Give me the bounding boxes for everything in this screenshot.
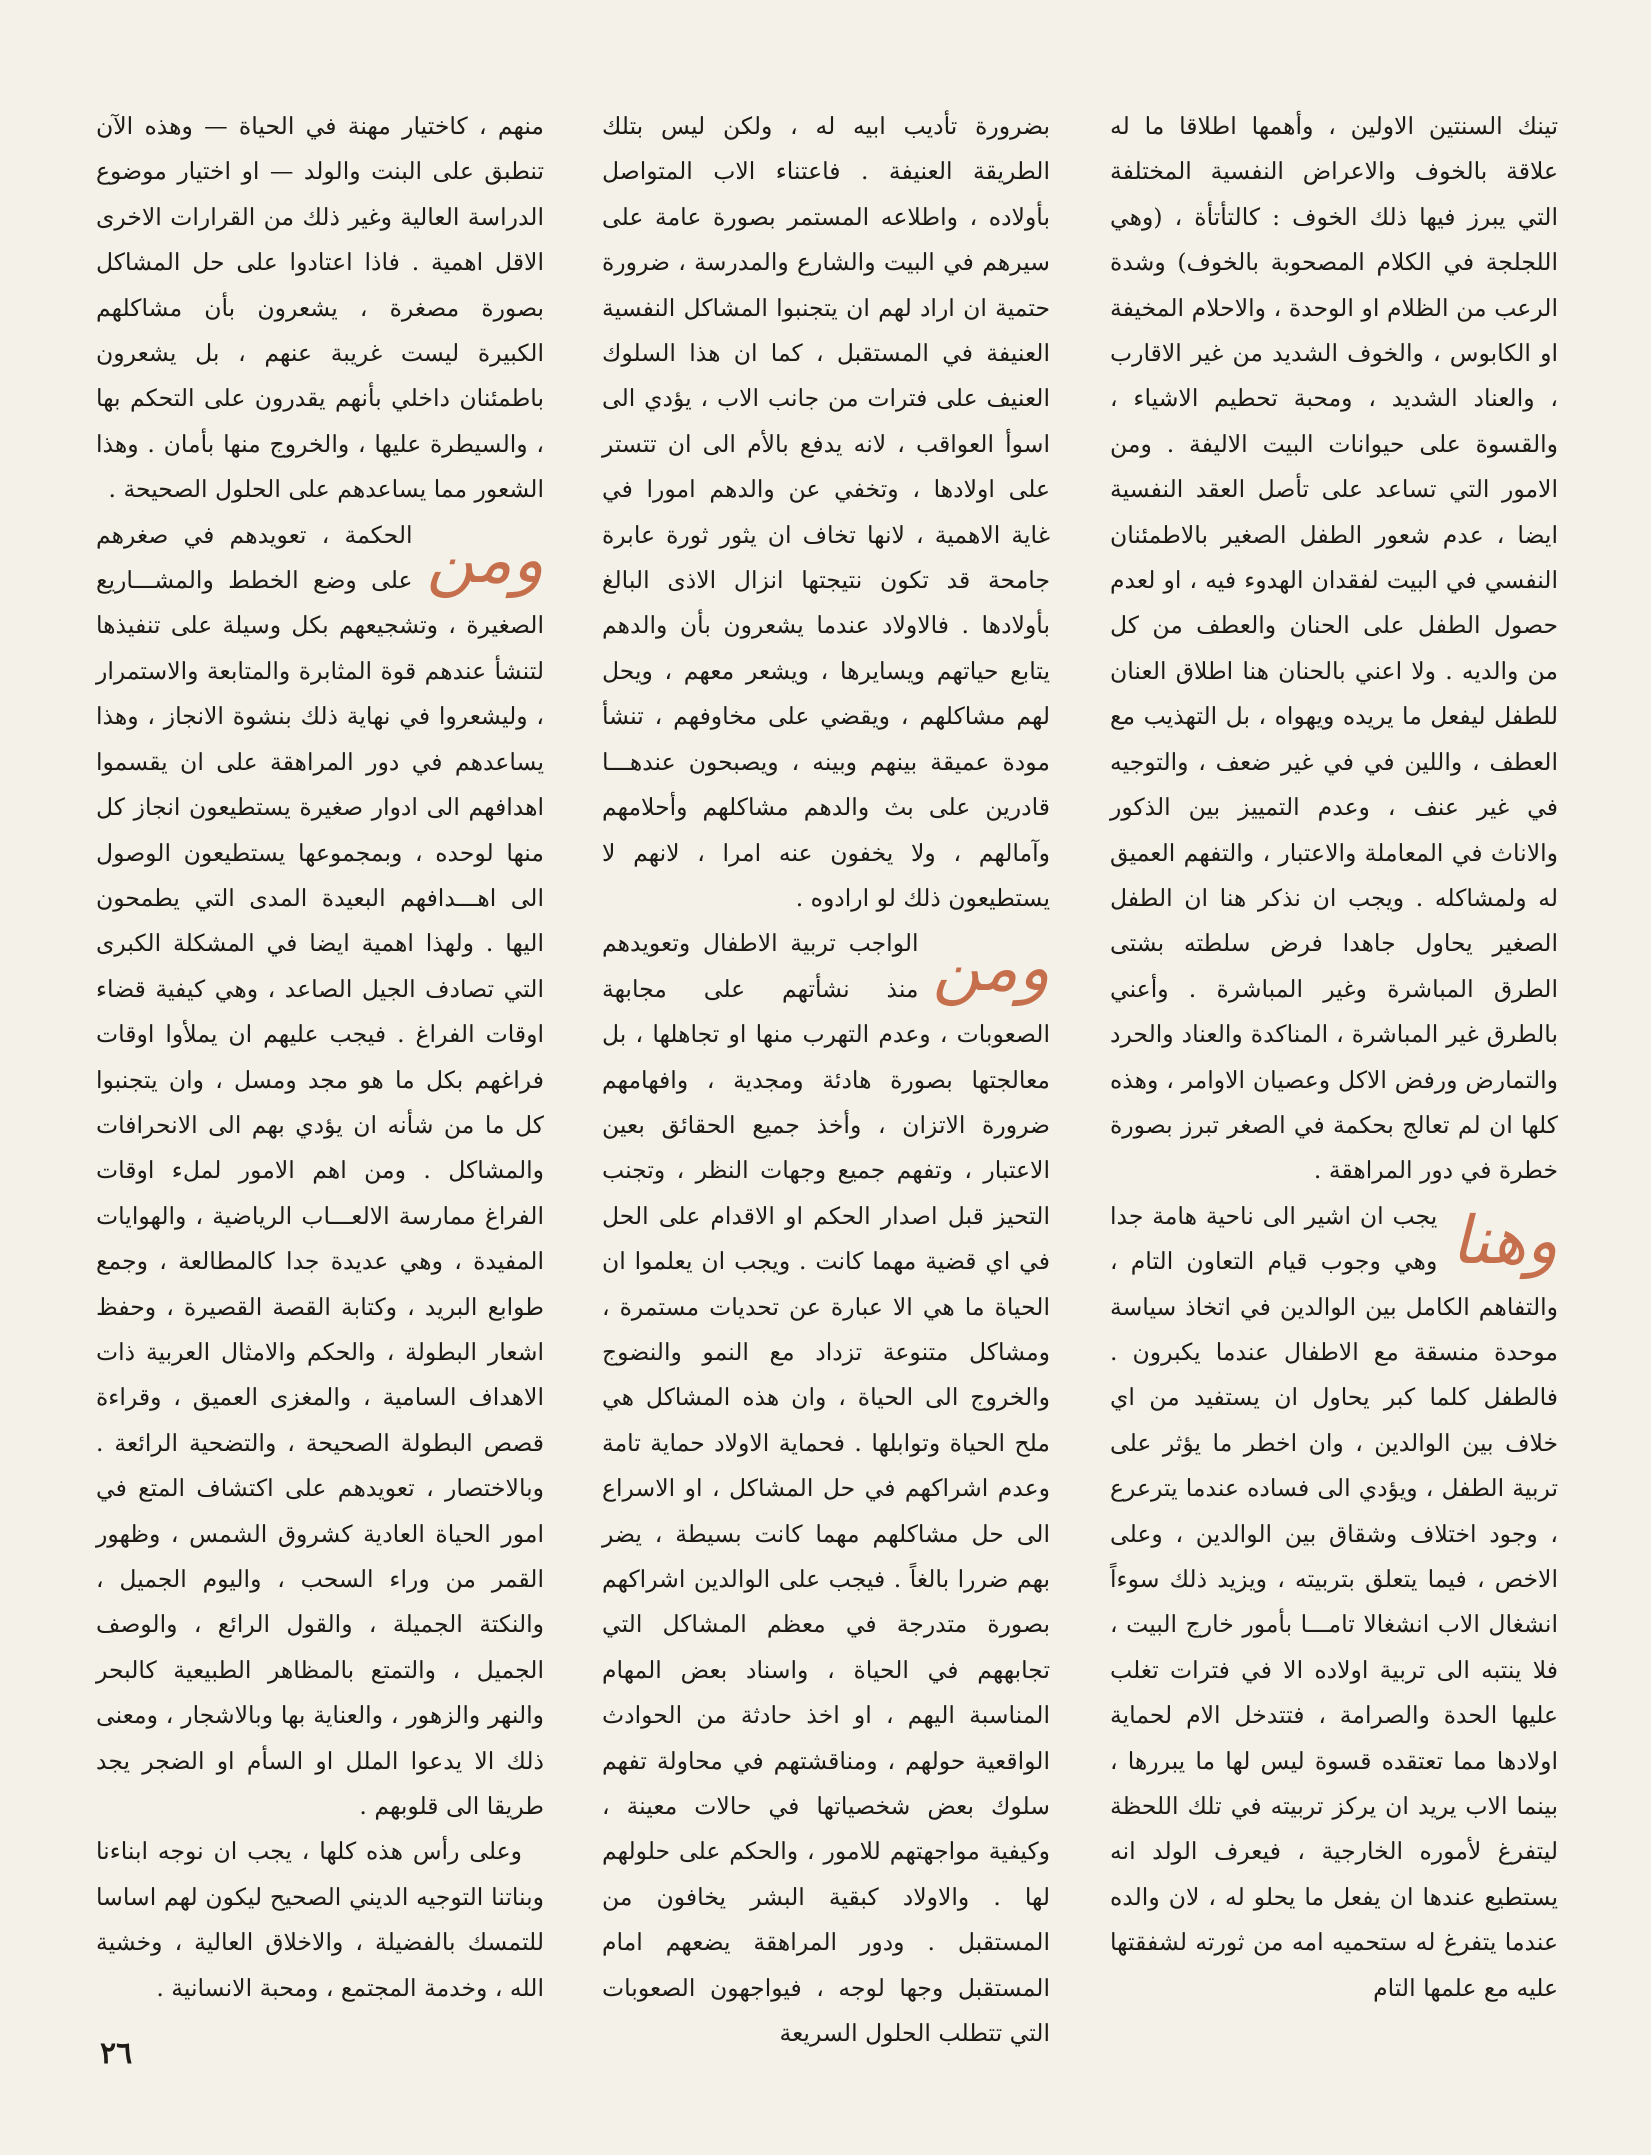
decorative-drop-word: وهنا	[1451, 1201, 1558, 1279]
decorative-drop-word: ومن	[932, 929, 1050, 1007]
paragraph	[96, 513, 544, 1830]
paragraph	[1110, 1194, 1558, 2011]
paragraph-text: يجب ان اشير الى ناحية هامة جدا وهي وجوب قيام التعاون التام ، والتفاهم الكامل بين الوالدين في اتخاذ سياسة موحدة منسقة مع الاطفال عندما يكبرون . فالطفل كلما كبر يحاول ان يستفيد من اي خلاف بين الوالدين ، وان اخطر ما يؤثر على تربية الطفل ، ويؤدي الى فساده عندما يترعرع ، وجود اختلاف وشقاق بين الوالدين ، وعلى الاخص ، فيما يتعلق بتربيته ، ويزيد ذلك سوءاً انشغال الاب انشغالا تامـــا بأمور خارج البيت ، فلا ينتبه الى تربية اولاده الا في فترات تغلب عليها الحدة والصرامة ، فتتدخل الام لحماية اولادها مما تعتقده قسوة ليس لها ما يبررها ، بينما الاب يريد ان يركز تربيته في تلك اللحظة ليتفرغ لأموره الخارجية ، فيعرف الولد انه يستطيع عندها ان يفعل ما يحلو له ، لان والده عندما يتفرغ له ستحميه امه من ثورته لشفقتها عليه مع علمها التام	[1110, 1201, 1558, 2002]
article-column-middle	[602, 104, 1050, 2056]
paragraph-text: الحكمة ، تعويدهم في صغرهم على وضع الخطط والمشـــاريع الصغيرة ، وتشجيعهم بكل وسيلة على تنفيذها لتنشأ عندهم قوة المثابرة والمتابعة والاستمرار ، وليشعروا في نهاية ذلك بنشوة الانجاز ، وهذا يساعدهم في دور المراهقة على ان يقسموا اهدافهم الى ادوار صغيرة يستطيعون انجاز كل منها لوحده ، وبمجموعها يستطيعون الوصول الى اهـــدافهم البعيدة المدى التي يطمحون اليها . ولهذا اهمية ايضا في المشكلة الكبرى التي تصادف الجيل الصاعد ، وهي كيفية قضاء اوقات الفراغ . فيجب عليهم ان يملأوا اوقات فراغهم بكل ما هو مجد ومسل ، وان يتجنبوا كل ما من شأنه ان يؤدي بهم الى الانحرافات والمشاكل . ومن اهم الامور لملء اوقات الفراغ ممارسة الالعـــاب الرياضية ، والهوايات المفيدة ، وهي عديدة جدا كالمطالعة ، وجمع طوابع البريد ، وكتابة القصة القصيرة ، وحفظ اشعار البطولة ، والحكم والامثال العربية ذات الاهداف السامية ، والمغزى العميق ، وقراءة قصص البطولة الصحيحة ، والتضحية الرائعة . وبالاختصار ، تعويدهم على اكتشاف المتع في امور الحياة العادية كشروق الشمس ، وظهور القمر من وراء السحب ، واليوم الجميل ، والنكتة الجميلة ، والقول الرائع ، والوصف الجميل ، والتمتع بالمظاهر الطبيعية كالبحر والنهر والزهور ، والعناية بها وبالاشجار ، ومعنى ذلك الا يدعوا الملل او السأم او الضجر يجد طريقا الى قلوبهم .	[96, 520, 544, 1821]
decorative-drop-word: ومن	[426, 520, 544, 598]
paragraph: تينك السنتين الاولين ، وأهمها اطلاقا ما له علاقة بالخوف والاعراض النفسية المختلفة التي يبرز فيها ذلك الخوف : كالتأتأة ، (وهي اللجلجة في الكلام المصحوبة بالخوف) وشدة الرعب من الظلام او الوحدة ، والاحلام المخيفة او الكابوس ، والخوف الشديد من غير الاقارب ، والعناد الشديد ، ومحبة تحطيم الاشياء ، والقسوة على حيوانات البيت الاليفة . ومن الامور التي تساعد على تأصل العقد النفسية ايضا ، عدم شعور الطفل الصغير بالاطمئنان النفسي في البيت لفقدان الهدوء فيه ، او لعدم حصول الطفل على الحنان والعطف من كل من والديه . ولا اعني بالحنان هنا اطلاق العنان للطفل ليفعل ما يريده ويهواه ، بل التهذيب مع العطف ، واللين في في غير ضعف ، والتوجيه في غير عنف ، وعدم التمييز بين الذكور والاناث في المعاملة والاعتبار ، والتفهم العميق له ولمشاكله . ويجب ان نذكر هنا ان الطفل الصغير يحاول جاهدا فرض سلطته بشتى الطرق المباشرة وغير المباشرة . وأعني بالطرق غير المباشرة ، المناكدة والعناد والحرد والتمارض ورفض الاكل وعصيان الاوامر ، وهذه كلها ان لم تعالج بحكمة في الصغر تبرز بصورة خطرة في دور المراهقة .	[1110, 112, 1558, 1185]
paragraph-text: الواجب تربية الاطفال وتعويدهم منذ نشأتهم على مجابهة الصعوبات ، وعدم التهرب منها او تجاهلها ، بل معالجتها بصورة هادئة ومجدية ، وافهامهم ضرورة الاتزان ، وأخذ جميع الحقائق بعين الاعتبار ، وتفهم جميع وجهات النظر ، وتجنب التحيز قبل اصدار الحكم او الاقدام على الحل في اي قضية مهما كانت . ويجب ان يعلموا ان الحياة ما هي الا عبارة عن تحديات مستمرة ، ومشاكل متنوعة تزداد مع النمو والنضوج والخروج الى الحياة ، وان هذه المشاكل هي ملح الحياة وتوابلها . فحماية الاولاد حماية تامة وعدم اشراكهم في حل المشاكل ، او الاسراع الى حل مشاكلهم مهما كانت بسيطة ، يضر بهم ضررا بالغاً . فيجب على الوالدين اشراكهم بصورة متدرجة في معظم المشاكل التي تجابههم في الحياة ، واسناد بعض المهام المناسبة اليهم ، او اخذ حادثة من الحوادث الواقعية حولهم ، ومناقشتهم في محاولة تفهم سلوك بعض شخصياتها في حالات معينة ، وكيفية مواجهتهم للامور ، والحكم على حلولهم لها . والاولاد كبقية البشر يخافون من المستقبل . ودور المراهقة يضعهم امام المستقبل وجها لوجه ، فيواجهون الصعوبات التي تتطلب الحلول السريعة	[602, 929, 1050, 2048]
article-column-right	[1110, 104, 1558, 2011]
paragraph: بضرورة تأديب ابيه له ، ولكن ليس بتلك الطريقة العنيفة . فاعتناء الاب المتواصل بأولاده ، واطلاعه المستمر بصورة عامة على سيرهم في البيت والشارع والمدرسة ، ضرورة حتمية ان اراد لهم ان يتجنبوا المشاكل النفسية العنيفة في المستقبل ، كما ان هذا السلوك العنيف على فترات من جانب الاب ، يؤدي الى اسوأ العواقب ، لانه يدفع بالأم الى ان تتستر على اولادها ، وتخفي عن والدهم امورا في غاية الاهمية ، لانها تخاف ان يثور ثورة عابرة جامحة قد تكون نتيجتها انزال الاذى البالغ بأولادها . فالاولاد عندما يشعرون بأن والدهم يتابع حياتهم ويسايرها ، ويشعر معهم ، ويحل لهم مشاكلهم ، ويقضي على مخاوفهم ، تنشأ مودة عميقة بينهم وبينه ، ويصبحون عندهـــا قادرين على بث والدهم مشاكلهم وأحلامهم وآمالهم ، ولا يخفون عنه امرا ، لانهم لا يستطيعون ذلك لو ارادوه .	[602, 112, 1050, 912]
page-number: ٢٦	[100, 2036, 133, 2071]
paragraph	[602, 921, 1050, 2056]
article-column-left	[96, 104, 544, 2011]
paragraph: وعلى رأس هذه كلها ، يجب ان نوجه ابناءنا وبناتنا التوجيه الديني الصحيح ليكون لهم اساسا للتمسك بالفضيلة ، والاخلاق العالية ، وخشية الله ، وخدمة المجتمع ، ومحبة الانسانية .	[96, 1837, 544, 2002]
paragraph: منهم ، كاختيار مهنة في الحياة — وهذه الآن تنطبق على البنت والولد — او اختيار موضوع الدراسة العالية وغير ذلك من القرارات الاخرى الاقل اهمية . فاذا اعتادوا على حل المشاكل بصورة مصغرة ، يشعرون بأن مشاكلهم الكبيرة ليست غريبة عنهم ، بل يشعرون باطمئنان داخلي بأنهم يقدرون على التحكم بها ، والسيطرة عليها ، والخروج منها بأمان . وهذا الشعور مما يساعدهم على الحلول الصحيحة .	[96, 112, 544, 504]
